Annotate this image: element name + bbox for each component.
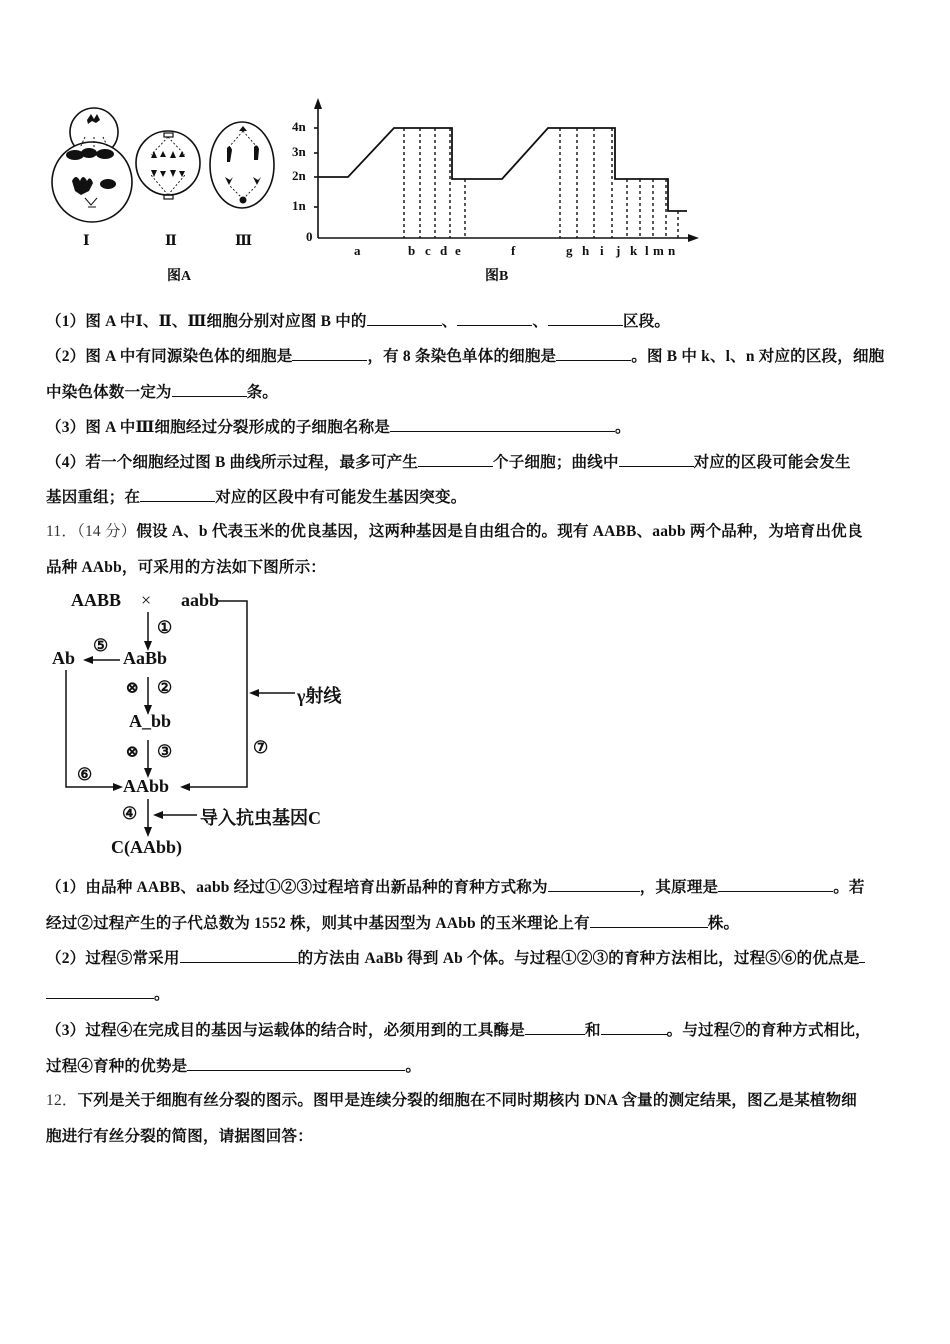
dna-curve [318, 128, 687, 211]
q10-part2-line1: （2）图 A 中有同源染色体的细胞是 ，有 8 条染色单体的细胞是 。图 B 中 k、l、n 对应的区段，细胞 [46, 348, 885, 365]
parent-aabb-recessive: aabb [181, 590, 220, 610]
gm-product: C(AAbb) [111, 837, 183, 857]
q10-part2-line2: 中染色体数一定为 条。 [46, 384, 279, 401]
cell-ii-drawing [136, 131, 200, 199]
step-6: ⑥ [77, 765, 93, 784]
q11-part3-line2: 过程④育种的优势是 。 [46, 1058, 422, 1075]
cell-iii-label: Ⅲ [235, 234, 253, 249]
selfing-symbol-2: ⊗ [125, 678, 140, 697]
answer-blank[interactable] [367, 311, 442, 326]
q10-part3: （3）图 A 中Ⅲ细胞经过分裂形成的子细胞名称是 。 [46, 419, 631, 436]
x-label-n: n [668, 243, 676, 258]
x-label-b: b [408, 243, 416, 258]
cross-symbol: × [141, 590, 152, 610]
q11-stem-line2: 品种 AAbb，可采用的方法如下图所示： [46, 559, 327, 576]
figure-b [290, 95, 710, 290]
x-label-h: h [582, 243, 590, 258]
x-label-e: e [455, 243, 461, 258]
answer-blank[interactable] [180, 948, 298, 963]
answer-blank[interactable] [601, 1020, 667, 1035]
x-label-k: k [630, 243, 638, 258]
step-4: ④ [122, 804, 138, 823]
x-label-l: l [645, 243, 649, 258]
x-label-a: a [354, 243, 361, 258]
gamma-ray-label: γ射线 [297, 686, 342, 706]
target-aabb: AAbb [123, 776, 170, 796]
x-label-d: d [440, 243, 448, 258]
answer-blank[interactable] [172, 382, 247, 397]
answer-blank[interactable] [525, 1020, 585, 1035]
step-7: ⑦ [253, 738, 269, 757]
x-label-m: m [653, 243, 664, 258]
y-tick-2n: 2n [292, 168, 306, 183]
q11-part1-line1: （1）由品种 AABB、aabb 经过①②③过程培育出新品种的育种方式称为 ，其原理是 。若 [46, 879, 865, 896]
q10-part1: （1）图 A 中Ⅰ、Ⅱ、Ⅲ细胞分别对应图 B 中的 、 、 区段。 [46, 313, 671, 330]
selfing-symbol-3: ⊗ [125, 742, 140, 761]
parent-aabb-dominant: AABB [71, 590, 122, 610]
answer-blank[interactable] [859, 948, 865, 963]
chart-axes [314, 98, 699, 242]
step-5: ⑤ [93, 636, 109, 655]
answer-blank[interactable] [619, 452, 694, 467]
step-1: ① [157, 618, 173, 637]
q11-part2-line1: （2）过程⑤常采用 的方法由 AaBb 得到 Ab 个体。与过程①②③的育种方法相比，过程⑤⑥的优点是 [46, 948, 865, 969]
f2-a-bb: A_bb [129, 711, 172, 731]
q11-part1-line2: 经过②过程产生的子代总数为 1552 株，则其中基因型为 AAbb 的玉米理论上有 株。 [46, 915, 740, 932]
breeding-flow-diagram [45, 585, 375, 870]
answer-blank[interactable] [418, 452, 493, 467]
answer-blank[interactable] [548, 311, 623, 326]
question-score: （14 分） [77, 523, 137, 540]
answer-blank[interactable] [718, 877, 833, 892]
q10-part4-line1: （4）若一个细胞经过图 B 曲线所示过程，最多可产生 个子细胞；曲线中 对应的区段可能会发生 [46, 454, 851, 471]
figure-b-caption: 图B [485, 269, 509, 284]
x-label-g: g [566, 243, 573, 258]
x-label-j: j [616, 243, 621, 258]
insert-gene-label: 导入抗虫基因C [200, 808, 321, 828]
q10-part4-line2: 基因重组；在 对应的区段中有可能发生基因突变。 [46, 489, 467, 506]
dna-content-chart [290, 95, 710, 260]
step-2: ② [157, 678, 173, 697]
segment-dividers [404, 128, 678, 238]
answer-blank[interactable] [46, 984, 154, 999]
y-tick-3n: 3n [292, 144, 306, 159]
answer-blank[interactable] [187, 1056, 405, 1071]
answer-blank[interactable] [390, 417, 615, 432]
answer-blank[interactable] [292, 346, 367, 361]
question-number: 12． [46, 1092, 78, 1109]
figure-a-caption: 图A [167, 269, 192, 284]
y-tick-4n: 4n [292, 119, 306, 134]
cell-i-label: Ⅰ [83, 234, 90, 249]
answer-blank[interactable] [590, 913, 708, 928]
x-label-c: c [425, 243, 431, 258]
answer-blank[interactable] [548, 877, 640, 892]
answer-blank[interactable] [140, 487, 215, 502]
cell-ii-label: Ⅱ [165, 234, 177, 249]
q12-stem-line2: 胞进行有丝分裂的简图，请据图回答： [46, 1128, 313, 1145]
q11-part3-line1: （3）过程④在完成目的基因与运载体的结合时，必须用到的工具酶是 和 。与过程⑦的育种方式相比， [46, 1022, 871, 1039]
f1-aabb: AaBb [123, 648, 168, 668]
q11-part2-line2: 。 [46, 984, 170, 1005]
answer-blank[interactable] [556, 346, 631, 361]
cell-i-drawing [52, 108, 132, 222]
haploid-ab: Ab [52, 648, 76, 668]
question-number: 11． [46, 523, 78, 540]
figure-a [45, 95, 285, 290]
answer-blank[interactable] [457, 311, 532, 326]
cell-iii-drawing [210, 122, 274, 208]
x-label-f: f [511, 243, 516, 258]
q12-stem-line1: 12．下列是关于细胞有丝分裂的图示。图甲是连续分裂的细胞在不同时期核内 DNA 含量的测定结果，图乙是某植物细 [46, 1092, 857, 1109]
q11-stem-line1: 11．（14 分）假设 A、b 代表玉米的优良基因，这两种基因是自由组合的。现有 AABB、aabb 两个品种，为培育出优良 [46, 523, 863, 540]
y-tick-0: 0 [306, 229, 313, 244]
step-3: ③ [157, 742, 173, 761]
x-label-i: i [600, 243, 604, 258]
cell-division-illustrations [45, 95, 285, 245]
y-tick-1n: 1n [292, 198, 306, 213]
